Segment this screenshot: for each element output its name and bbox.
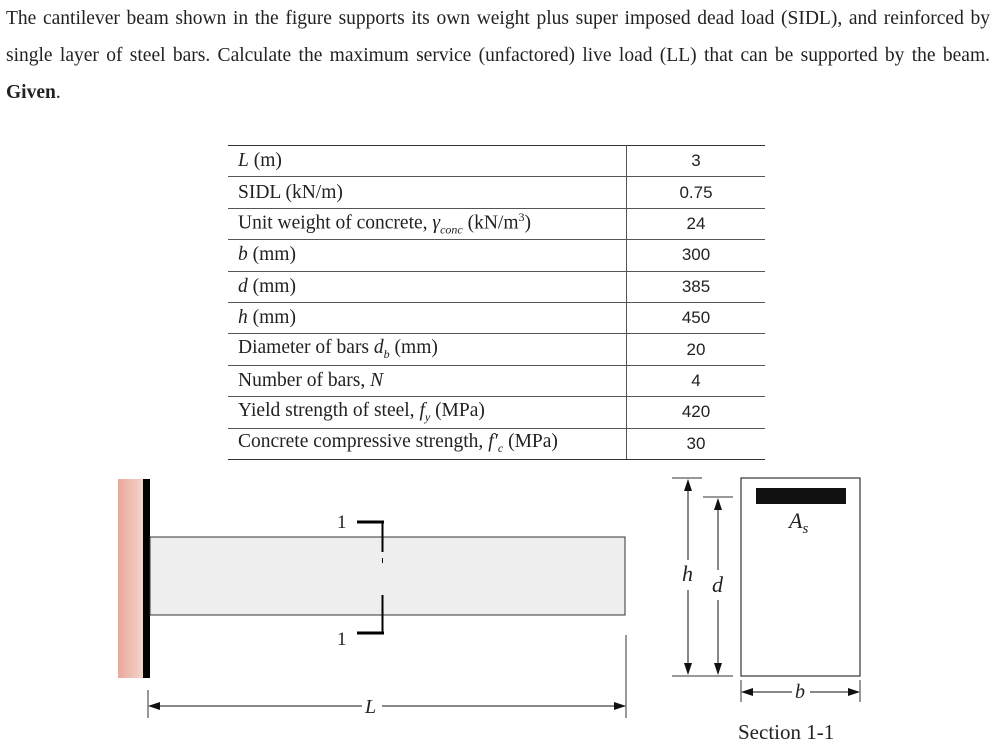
period: . bbox=[55, 82, 61, 103]
row-value: 385 bbox=[627, 271, 766, 302]
row-label: Concrete compressive strength, $f'_c$ (MPa) bbox=[228, 428, 627, 459]
row-value: 0.75 bbox=[627, 177, 766, 208]
row-label: Number of bars, N bbox=[228, 365, 627, 396]
row-value: 20 bbox=[627, 334, 766, 365]
row-label: Diameter of bars $d_b$ (mm) bbox=[228, 334, 627, 365]
depth-dimension bbox=[703, 497, 733, 674]
row-label: Yield strength of steel, $f_y$ (MPa) bbox=[228, 397, 627, 428]
height-label: h bbox=[682, 561, 693, 586]
section-mark-top: 1 bbox=[337, 512, 347, 533]
row-label: b (mm) bbox=[228, 240, 627, 271]
row-value: 24 bbox=[627, 208, 766, 239]
row-label: SIDL (kN/m) bbox=[228, 177, 627, 208]
given-label: Given bbox=[6, 82, 56, 103]
row-value: 420 bbox=[627, 397, 766, 428]
steel-area-label: $A_s$ bbox=[789, 508, 809, 537]
cantilever-beam bbox=[150, 537, 625, 615]
row-label: L (m) bbox=[228, 146, 627, 177]
section-caption: Section 1-1 bbox=[738, 720, 835, 744]
width-dimension bbox=[741, 680, 860, 703]
span-label: L bbox=[365, 696, 377, 718]
height-dimension bbox=[672, 478, 733, 676]
problem-text: The cantilever beam shown in the figure supports its own weight plus super imposed dead load (SIDL), and reinforced by single layer of steel bars. Calculate the maximum service (unfactored) live load (LL) that can be supported by the beam. bbox=[6, 8, 990, 66]
fixed-support bbox=[118, 479, 144, 678]
span-dimension bbox=[148, 635, 626, 718]
support-face bbox=[143, 479, 150, 678]
width-label: b bbox=[795, 681, 805, 703]
row-value: 4 bbox=[627, 365, 766, 396]
steel-reinforcement bbox=[756, 488, 846, 504]
row-value: 450 bbox=[627, 302, 766, 333]
section-mark-bottom: 1 bbox=[337, 629, 347, 650]
row-label: d (mm) bbox=[228, 271, 627, 302]
row-value: 300 bbox=[627, 240, 766, 271]
depth-label: d bbox=[712, 572, 723, 597]
row-label: Unit weight of concrete, $\gamma_{conc}$ $(kN/m^3)$ bbox=[228, 208, 627, 239]
row-label: h (mm) bbox=[228, 302, 627, 333]
row-value: 3 bbox=[627, 146, 766, 177]
row-value: 30 bbox=[627, 428, 766, 459]
